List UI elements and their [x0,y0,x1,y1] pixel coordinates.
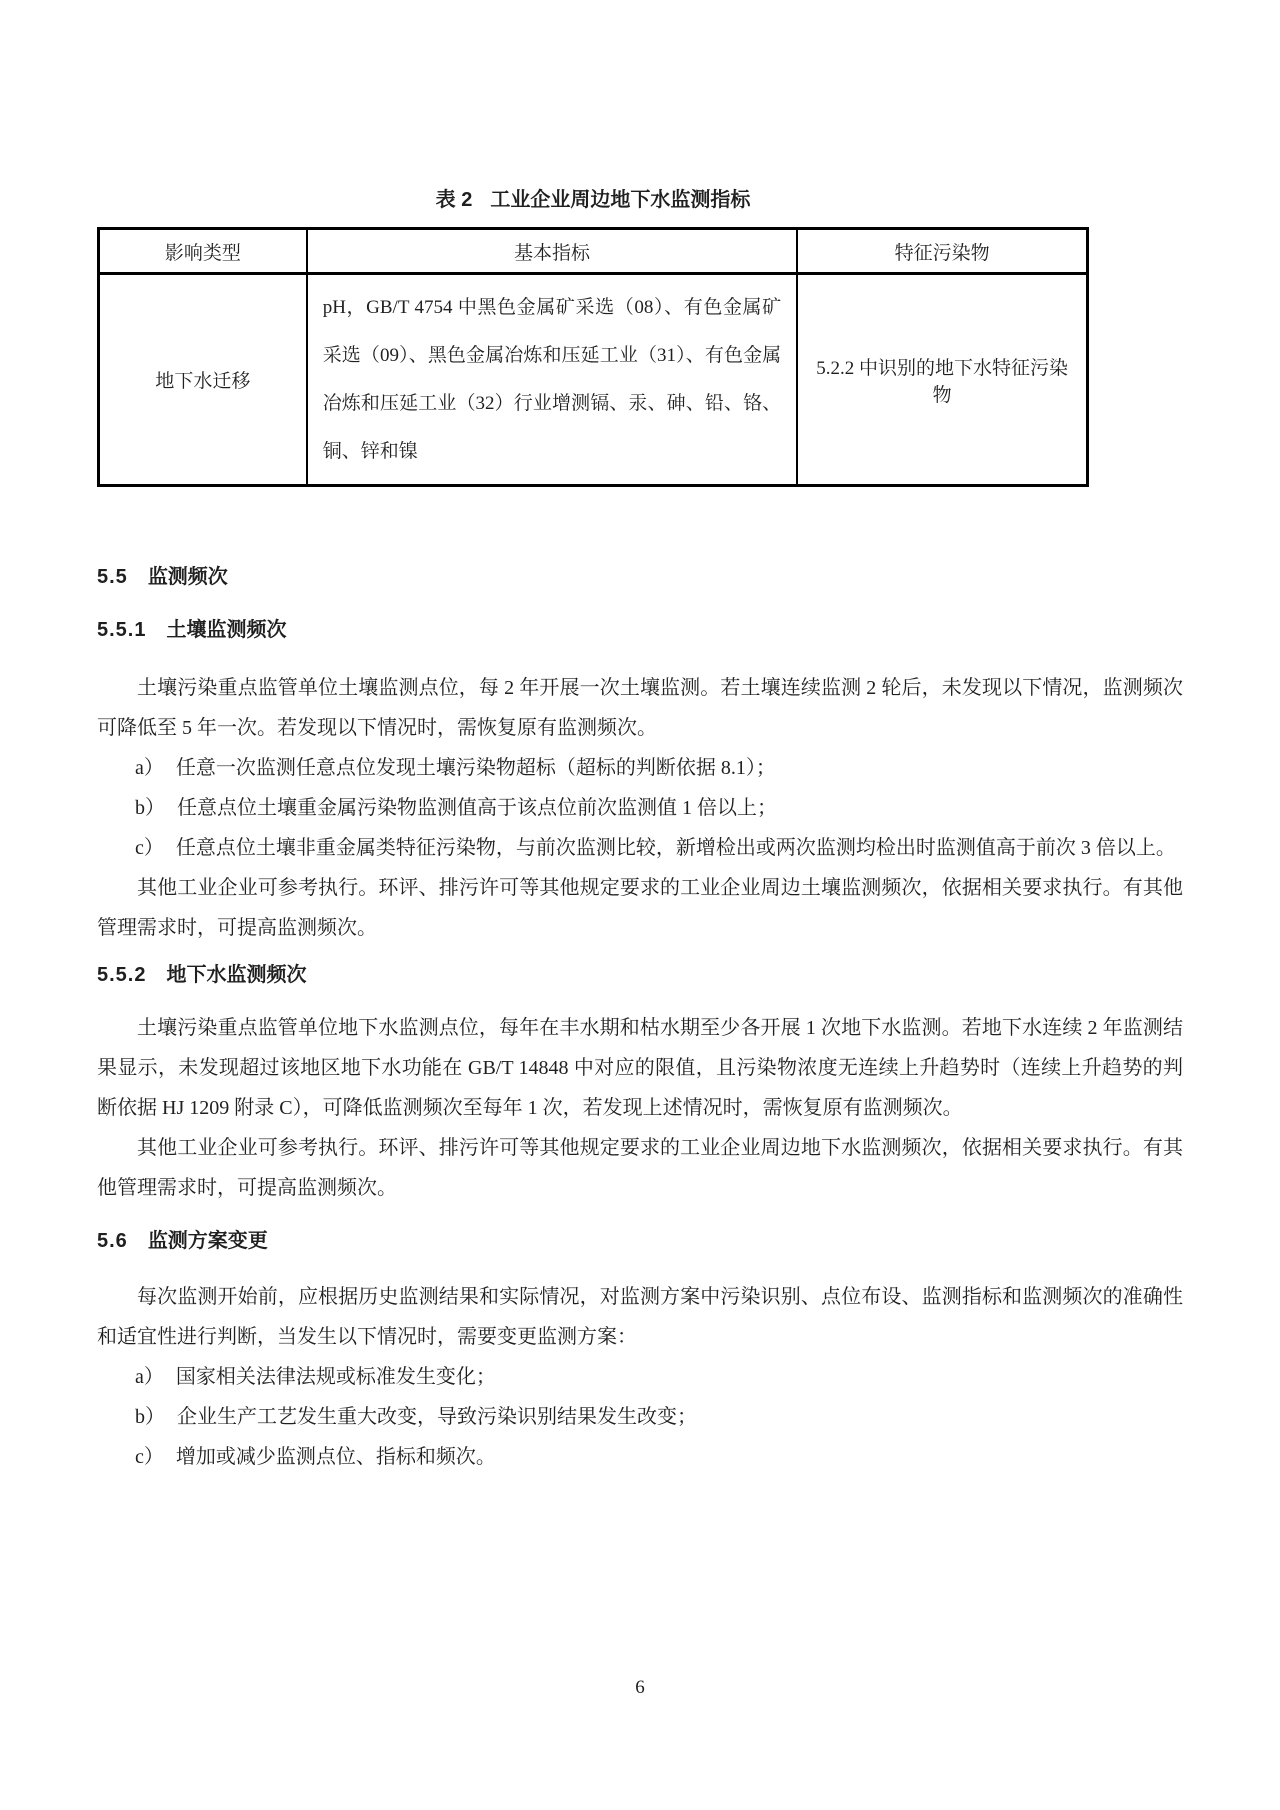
section-title-5-5-2: 地下水监测频次 [166,964,307,986]
section-title-5-5: 监测频次 [147,566,228,588]
section-heading-5-5-1 [97,617,1183,643]
list-item-label: a） [135,757,164,779]
section-title-5-6: 监测方案变更 [147,1230,268,1252]
paragraph-5-5-1-other: 其他工业企业可参考执行。环评、排污许可等其他规定要求的工业企业周边土壤监测频次，依据相关要求执行。有其他管理需求时，可提高监测频次。 [97,877,1183,939]
list-item-text: 任意一次监测任意点位发现土壤污染物超标（超标的判断依据 8.1）； [175,757,776,779]
section-number-5-5-1: 5.5.1 [97,619,147,641]
list-item-text: 任意点位土壤重金属污染物监测值高于该点位前次监测值 1 倍以上； [177,797,777,819]
table2-header [99,229,1088,274]
table2-header-row [99,229,1088,274]
list-item-text: 国家相关法律法规或标准发生变化； [175,1366,496,1388]
list-item-text: 企业生产工艺发生重大改变，导致污染识别结果发生改变； [177,1406,697,1428]
list-item [97,1397,1183,1437]
paragraph-5-6-intro: 每次监测开始前，应根据历史监测结果和实际情况，对监测方案中污染识别、点位布设、监测指标和监测频次的准确性和适宜性进行判断，当发生以下情况时，需要变更监测方案： [97,1286,1183,1348]
table2-cell-characteristic-pollutants: 5.2.2 中识别的地下水特征污染物 [797,274,1087,486]
list-item-text: 增加或减少监测点位、指标和频次。 [175,1446,496,1468]
list-item-label: b） [135,1406,165,1428]
section-number-5-5: 5.5 [97,566,128,588]
table2-header-cell-basic-indicators: 基本指标 [307,229,797,274]
table2-cell-impact-type: 地下水迁移 [99,274,307,486]
page-number: 6 [635,1677,645,1698]
list-5-6 [97,1357,1183,1477]
table-row [99,274,1088,486]
section-heading-5-5-2 [97,962,1183,988]
section-title-5-5-1: 土壤监测频次 [166,619,287,641]
list-item [97,748,1183,788]
section-heading-5-6 [97,1228,1183,1254]
section-number-5-6: 5.6 [97,1230,128,1252]
list-item [97,1437,1183,1477]
list-item-label: b） [135,797,165,819]
table2-caption-label: 表 2 [435,189,473,211]
table2-caption [97,186,1089,214]
paragraph-5-5-2-intro: 土壤污染重点监管单位地下水监测点位，每年在丰水期和枯水期至少各开展 1 次地下水监测。若地下水连续 2 年监测结果显示，未发现超过该地区地下水功能在 GB/T 14848 中对应的限值，且污染物浓度无连续上升趋势时（连续上升趋势的判断依据 HJ 1209 附录 C），可降低监测频次至每年 1 次，若发现上述情况时，需恢复原有监测频次。 [97,1017,1183,1119]
table2-header-cell-impact-type: 影响类型 [99,229,307,274]
list-item-text: 任意点位土壤非重金属类特征污染物，与前次监测比较，新增检出或两次监测均检出时监测值高于前次 3 倍以上。 [175,837,1176,859]
list-item [97,1357,1183,1397]
list-item-label: c） [135,837,164,859]
list-item [97,828,1183,868]
list-item-label: c） [135,1446,164,1468]
paragraph-5-5-2-other: 其他工业企业可参考执行。环评、排污许可等其他规定要求的工业企业周边地下水监测频次，依据相关要求执行。有其他管理需求时，可提高监测频次。 [97,1137,1183,1199]
paragraph-5-5-1-intro: 土壤污染重点监管单位土壤监测点位，每 2 年开展一次土壤监测。若土壤连续监测 2 轮后，未发现以下情况，监测频次可降低至 5 年一次。若发现以下情况时，需恢复原有监测频次。 [97,677,1183,739]
table2-body [99,274,1088,486]
table2 [97,227,1089,487]
section-number-5-5-2: 5.5.2 [97,964,147,986]
list-item [97,788,1183,828]
table2-cell-basic-indicators: pH，GB/T 4754 中黑色金属矿采选（08）、有色金属矿采选（09）、黑色金属冶炼和压延工业（31）、有色金属冶炼和压延工业（32）行业增测镉、汞、砷、铅、铬、铜、锌和镍 [307,274,797,486]
section-heading-5-5 [97,564,1183,590]
list-5-5-1 [97,748,1183,868]
list-item-label: a） [135,1366,164,1388]
table2-caption-title: 工业企业周边地下水监测指标 [490,189,751,211]
table2-header-cell-characteristic-pollutants: 特征污染物 [797,229,1087,274]
